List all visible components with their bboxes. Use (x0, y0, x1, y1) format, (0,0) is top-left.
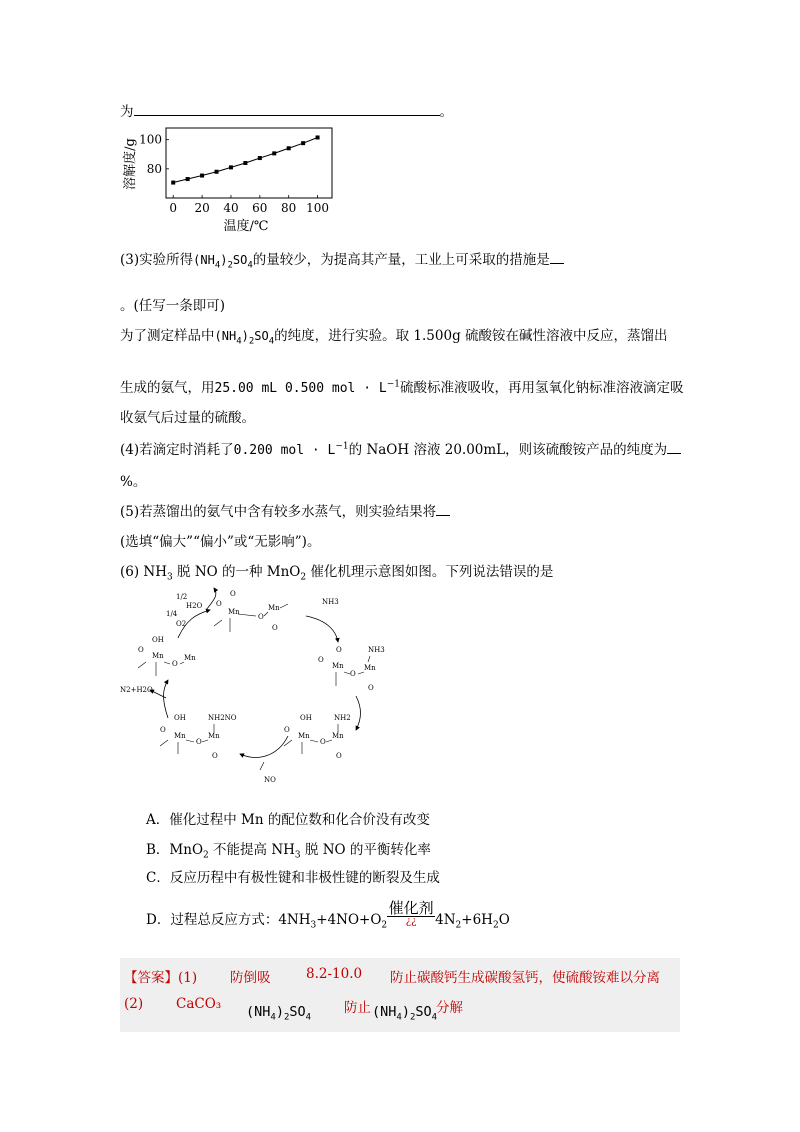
nh3-label: NH3 (322, 598, 339, 606)
q4-suffix: 的 NaOH 溶液 20.00mL，则该硫酸铵产品的纯度为 (348, 442, 668, 458)
data-point (186, 177, 190, 181)
option-b[interactable]: B．MnO$_2$ 不能提高 $NH_3$ 脱 NO 的平衡转化率 (146, 842, 431, 861)
o-left-1: O (138, 646, 144, 654)
h2o-fraction: 1/2 (176, 593, 188, 601)
o2-fraction: 1/4 (166, 610, 178, 618)
oh-bottom-right: OH (300, 714, 312, 722)
arrow-right-down (356, 696, 361, 730)
q4-prefix: (4)若滴定时消耗了 (120, 442, 234, 458)
o-bl-2: O (212, 752, 218, 760)
q4-conc: 0.200 mol · L (233, 443, 336, 458)
o-br-bridge: O (320, 738, 326, 746)
o-top-bridge: O (258, 613, 264, 621)
oh-left: OH (152, 636, 164, 644)
nh2-label: NH2 (334, 714, 351, 722)
purity-l2-conc: 25.00 mL 0.500 mol · L (214, 381, 387, 396)
x-tick-label: 40 (223, 201, 239, 215)
mn-left: Mn (152, 652, 164, 660)
mn-right-2: Mn (364, 664, 376, 672)
o-bl-bridge: O (196, 738, 202, 746)
mn-top-2: Mn (268, 604, 280, 612)
data-point (229, 165, 233, 169)
q2-suffix: 。 (439, 104, 453, 120)
data-point (287, 146, 291, 150)
y-tick-label: 100 (139, 132, 162, 147)
chart-xlabel: 温度/℃ (223, 219, 269, 234)
purity-prefix: 为了测定样品中 (120, 328, 215, 344)
data-point (301, 141, 305, 145)
o-top-3: O (272, 624, 278, 632)
x-tick-label: 0 (169, 201, 178, 215)
arrow-h2o (206, 588, 216, 610)
q3-line (120, 248, 564, 270)
answer-3: 防止碳酸钙生成碳酸氢钙，使硫酸铵难以分离 (390, 970, 660, 986)
oh-bottom-left: OH (174, 714, 186, 722)
q4-tail: %。 (120, 474, 147, 490)
data-point (215, 170, 219, 174)
purity-line-2 (120, 376, 683, 396)
purity-suffix: 的纯度，进行实验。取 1.500g 硫酸铵在碱性溶液中反应，蒸馏出 (274, 328, 668, 344)
purity-l2-exp: −1 (386, 379, 400, 390)
y-tick-label: 80 (146, 161, 162, 176)
mn-left-2: Mn (184, 654, 196, 662)
h2o-label: H2O (186, 602, 203, 610)
mn-bottom-right: Mn (298, 732, 310, 740)
solubility-chart (118, 124, 348, 236)
chart-frame (166, 128, 332, 198)
o-right-2: O (368, 684, 374, 692)
q5-text: (5)若蒸馏出的氨气中含有较多水蒸气，则实验结果将 (120, 504, 437, 520)
answer-decompose: 分解 (436, 1000, 463, 1016)
answer-formula-1: $(NH_4)_2SO_4$ (246, 1004, 312, 1023)
o2-label: O2 (176, 620, 187, 628)
o-left-bridge: O (172, 660, 178, 668)
chart-marks (139, 133, 329, 215)
answer-2-number: (2) (124, 996, 144, 1012)
q6-stem: (6) $NH_3$ 脱 NO 的一种 MnO$_2$ 催化机理示意图如图。下列说法错误的是 (120, 564, 554, 583)
purity-l2-prefix: 生成的氨气，用 (120, 380, 215, 396)
purity-formula: $(NH_4)_2SO_4$ (214, 329, 275, 347)
answer-prevent: 防止 (344, 1000, 371, 1016)
option-c[interactable]: C．反应历程中有极性键和非极性键的断裂及生成 (146, 870, 440, 886)
q4-blank[interactable] (667, 441, 681, 454)
nh3-right: NH3 (368, 646, 385, 654)
nh2no-label: NH2NO (208, 714, 237, 722)
option-a[interactable]: A．催化过程中 Mn 的配位数和化合价没有改变 (146, 812, 430, 828)
arrow-bottom (240, 736, 288, 757)
answer-label: 【答案】(1) (124, 970, 198, 986)
mn-bottom-left: Mn (174, 732, 186, 740)
data-point (316, 135, 320, 139)
o-br-2: O (336, 752, 342, 760)
o-top-2: O (216, 600, 222, 608)
catalyst-arrow: 催化剂 ¿¿ (388, 899, 434, 927)
x-tick-label: 60 (252, 201, 268, 215)
q2-answer-line (120, 100, 453, 120)
q5-line-2: (选填“偏大”“偏小”或“无影响”)。 (120, 534, 321, 550)
answer-caco3: CaCO₃ (176, 996, 222, 1012)
n2-h2o-label: N2+H2O (120, 686, 153, 694)
answer-1: 防倒吸 (230, 970, 271, 986)
answer-2: 8.2-10.0 (306, 966, 363, 982)
q3-formula: $(NH_4)_2SO_4$ (193, 253, 253, 271)
mn-bottom-left-2: Mn (208, 732, 220, 740)
q2-prefix: 为 (120, 104, 134, 120)
no-label: NO (264, 776, 276, 784)
option-d[interactable]: D．过程总反应方式：$4NH_3+4NO+O_2$ 催化剂 ¿¿ $4N_2+6H_2O$ (146, 899, 510, 931)
data-point (272, 151, 276, 155)
x-tick-label: 20 (194, 201, 210, 215)
q3-suffix: 的量较少，为提高其产量，工业上可采取的措施是 (252, 252, 550, 268)
q3-prefix: (3)实验所得 (120, 252, 194, 268)
o-right-bridge: O (350, 670, 356, 678)
q4-line (120, 438, 681, 458)
x-tick-label: 80 (281, 201, 297, 215)
o-right-1: O (318, 656, 324, 664)
solubility-line (173, 137, 317, 182)
o-right-top: O (336, 646, 342, 654)
chart-ylabel: 溶解度/g (123, 138, 138, 190)
o-br-1: O (284, 726, 290, 734)
arrow-nh3 (306, 616, 338, 642)
data-point (243, 161, 247, 165)
q3-blank[interactable] (550, 251, 564, 264)
x-tick-label: 100 (306, 201, 330, 215)
q4-exp: −1 (335, 441, 349, 452)
q3-tail: 。(任写一条即可) (120, 298, 226, 314)
q2-blank[interactable] (134, 103, 440, 116)
answer-formula-2: $(NH_4)_2SO_4$ (372, 1004, 438, 1023)
purity-line-1 (120, 324, 668, 346)
data-point (171, 181, 175, 185)
purity-line-3: 收氨气后过量的硫酸。 (120, 410, 255, 426)
mn-top: Mn (228, 608, 240, 616)
o-top-1: O (230, 590, 236, 598)
arrow-left-loop (164, 680, 169, 718)
q5-line-1 (120, 500, 450, 520)
data-point (258, 156, 262, 160)
data-point (200, 174, 204, 178)
mn-right: Mn (332, 662, 344, 670)
o-bl-1: O (160, 726, 166, 734)
mechanism-diagram (118, 586, 394, 786)
mn-bottom-right-2: Mn (332, 732, 344, 740)
purity-l2-suffix: 硫酸标准液吸收，再用氢氧化钠标准溶液滴定吸 (399, 380, 684, 396)
q5-blank[interactable] (436, 503, 450, 516)
